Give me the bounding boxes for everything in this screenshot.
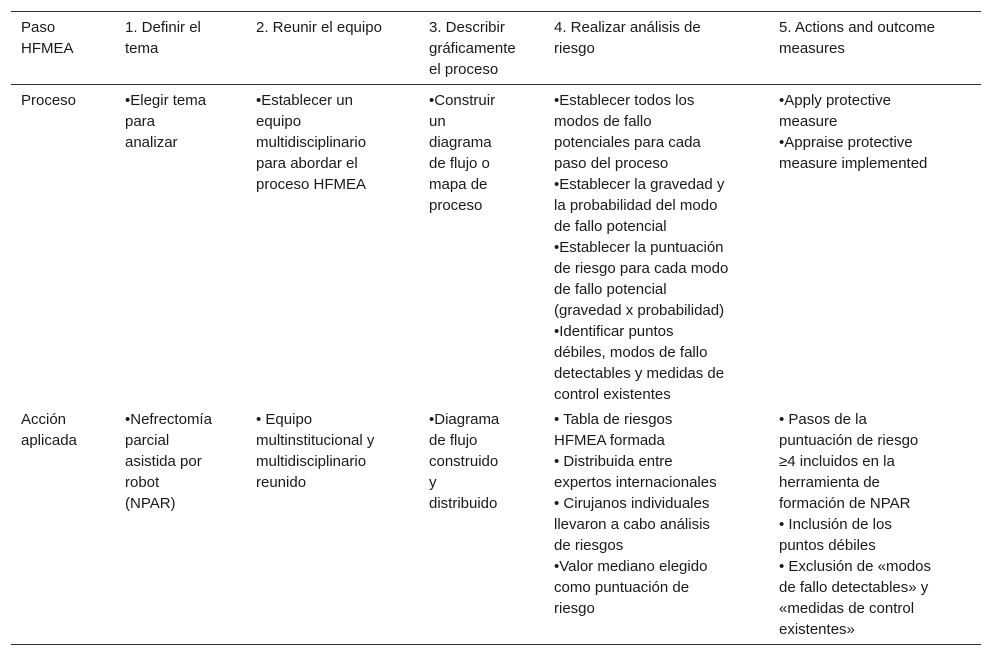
table-cell bbox=[419, 405, 544, 645]
cell-text-line: • Distribuida entre bbox=[554, 453, 673, 470]
cell-text-line: formación de NPAR bbox=[779, 495, 911, 512]
table-cell bbox=[544, 405, 769, 645]
header-cell-actions-outcome bbox=[769, 12, 981, 85]
cell-text-line: proceso bbox=[429, 197, 483, 214]
cell-text-line: •Valor mediano elegido bbox=[554, 558, 708, 575]
cell-text-line: (NPAR) bbox=[125, 495, 176, 512]
cell-text-line: HFMEA formada bbox=[554, 432, 665, 449]
header-cell-analisis-riesgo bbox=[544, 12, 769, 85]
cell-text-line: •Establecer todos los bbox=[554, 92, 695, 109]
cell-text-line: measure bbox=[779, 113, 838, 130]
cell-text-line: riesgo bbox=[554, 40, 595, 57]
cell-text-line: paso del proceso bbox=[554, 155, 669, 172]
cell-text-line: 2. Reunir el equipo bbox=[256, 19, 382, 36]
table-header bbox=[11, 12, 981, 85]
header-row bbox=[11, 12, 981, 85]
cell-text-line: •Establecer la gravedad y bbox=[554, 176, 725, 193]
cell-text-line: 1. Definir el bbox=[125, 19, 201, 36]
cell-text-line: parcial bbox=[125, 432, 170, 449]
cell-text-line: gráficamente bbox=[429, 40, 516, 57]
cell-text-line: diagrama bbox=[429, 134, 492, 151]
cell-text-line: •Diagrama bbox=[429, 411, 500, 428]
cell-text-line: expertos internacionales bbox=[554, 474, 717, 491]
cell-text-line: mapa de bbox=[429, 176, 488, 193]
cell-text-line: como puntuación de bbox=[554, 579, 690, 596]
cell-text-line: de flujo bbox=[429, 432, 478, 449]
cell-text-line: • Pasos de la bbox=[779, 411, 867, 428]
cell-text-line: puntuación de riesgo bbox=[779, 432, 919, 449]
table-row-accion-aplicada bbox=[11, 405, 981, 645]
cell-text-line: Paso bbox=[21, 19, 56, 36]
cell-text-line: existentes» bbox=[779, 621, 855, 638]
cell-text-line: de fallo detectables» y bbox=[779, 579, 929, 596]
header-cell-describir-proceso bbox=[419, 12, 544, 85]
cell-text-line: reunido bbox=[256, 474, 307, 491]
table-cell bbox=[11, 85, 115, 406]
cell-text-line: para abordar el bbox=[256, 155, 358, 172]
cell-text-line: un bbox=[429, 113, 446, 130]
table-cell bbox=[115, 405, 246, 645]
cell-text-line: measures bbox=[779, 40, 845, 57]
table-cell bbox=[544, 85, 769, 406]
table-cell bbox=[769, 405, 981, 645]
hfmea-table bbox=[11, 11, 981, 645]
cell-text-line: herramienta de bbox=[779, 474, 880, 491]
cell-text-line: •Establecer un bbox=[256, 92, 353, 109]
cell-text-line: robot bbox=[125, 474, 160, 491]
hfmea-table-container bbox=[11, 11, 981, 645]
cell-text-line: 3. Describir bbox=[429, 19, 505, 36]
cell-text-line: •Establecer la puntuación bbox=[554, 239, 724, 256]
cell-text-line: multinstitucional y bbox=[256, 432, 375, 449]
table-body bbox=[11, 85, 981, 645]
cell-text-line: construido bbox=[429, 453, 499, 470]
cell-text-line: débiles, modos de fallo bbox=[554, 344, 708, 361]
header-cell-reunir-equipo bbox=[246, 12, 419, 85]
cell-text-line: • Cirujanos individuales bbox=[554, 495, 710, 512]
cell-text-line: •Apply protective bbox=[779, 92, 891, 109]
table-row-proceso bbox=[11, 85, 981, 406]
cell-text-line: control existentes bbox=[554, 386, 671, 403]
header-cell-paso bbox=[11, 12, 115, 85]
table-cell bbox=[11, 405, 115, 645]
cell-text-line: multidisciplinario bbox=[256, 453, 367, 470]
cell-text-line: el proceso bbox=[429, 61, 499, 78]
cell-text-line: «medidas de control bbox=[779, 600, 915, 617]
cell-text-line: aplicada bbox=[21, 432, 77, 449]
cell-text-line: de fallo potencial bbox=[554, 218, 667, 235]
cell-text-line: ≥4 incluidos en la bbox=[779, 453, 895, 470]
table-cell bbox=[115, 85, 246, 406]
cell-text-line: • Equipo bbox=[256, 411, 313, 428]
cell-text-line: de fallo potencial bbox=[554, 281, 667, 298]
cell-text-line: equipo bbox=[256, 113, 302, 130]
cell-text-line: measure implemented bbox=[779, 155, 928, 172]
cell-text-line: para bbox=[125, 113, 156, 130]
table-cell bbox=[419, 85, 544, 406]
cell-text-line: •Appraise protective bbox=[779, 134, 913, 151]
cell-text-line: tema bbox=[125, 40, 159, 57]
table-cell bbox=[246, 405, 419, 645]
cell-text-line: •Elegir tema bbox=[125, 92, 207, 109]
cell-text-line: de riesgo para cada modo bbox=[554, 260, 729, 277]
cell-text-line: •Nefrectomía bbox=[125, 411, 212, 428]
cell-text-line: de riesgos bbox=[554, 537, 624, 554]
cell-text-line: 5. Actions and outcome bbox=[779, 19, 935, 36]
cell-text-line: multidisciplinario bbox=[256, 134, 367, 151]
cell-text-line: • Exclusión de «modos bbox=[779, 558, 931, 575]
cell-text-line: • Tabla de riesgos bbox=[554, 411, 673, 428]
cell-text-line: HFMEA bbox=[21, 40, 74, 57]
cell-text-line: •Identificar puntos bbox=[554, 323, 674, 340]
cell-text-line: 4. Realizar análisis de bbox=[554, 19, 701, 36]
cell-text-line: • Inclusión de los bbox=[779, 516, 892, 533]
cell-text-line: detectables y medidas de bbox=[554, 365, 725, 382]
cell-text-line: distribuido bbox=[429, 495, 498, 512]
cell-text-line: analizar bbox=[125, 134, 178, 151]
cell-text-line: potenciales para cada bbox=[554, 134, 701, 151]
cell-text-line: puntos débiles bbox=[779, 537, 876, 554]
cell-text-line: asistida por bbox=[125, 453, 202, 470]
table-cell bbox=[769, 85, 981, 406]
header-cell-definir-tema bbox=[115, 12, 246, 85]
cell-text-line: Acción bbox=[21, 411, 67, 428]
cell-text-line: la probabilidad del modo bbox=[554, 197, 718, 214]
cell-text-line: riesgo bbox=[554, 600, 595, 617]
cell-text-line: •Construir bbox=[429, 92, 496, 109]
cell-text-line: y bbox=[429, 474, 437, 491]
cell-text-line: modos de fallo bbox=[554, 113, 652, 130]
cell-text-line: (gravedad x probabilidad) bbox=[554, 302, 725, 319]
cell-text-line: Proceso bbox=[21, 92, 77, 109]
table-cell bbox=[246, 85, 419, 406]
cell-text-line: llevaron a cabo análisis bbox=[554, 516, 710, 533]
cell-text-line: de flujo o bbox=[429, 155, 490, 172]
cell-text-line: proceso HFMEA bbox=[256, 176, 367, 193]
